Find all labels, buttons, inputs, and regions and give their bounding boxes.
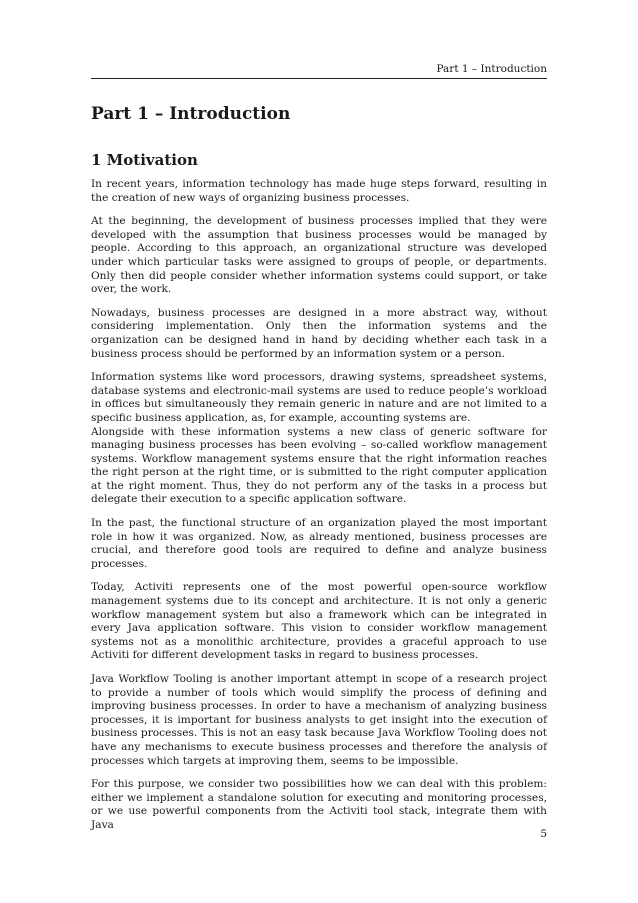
paragraph: For this purpose, we consider two possibilities how we can deal with this problem: either we implement a standalone solution for executing and monitoring processes, or we use powerful components from the Activiti tool stack, integrate them with Java: [91, 778, 547, 831]
paragraph: Java Workflow Tooling is another important attempt in scope of a research project to provide a number of tools which would simplify the process of defining and improving business processes. In order to have a mechanism of analyzing business processes, it is important for business analysts to get insight into the execution of business processes. This is not an easy task because Java Workflow Tooling does not have any mechanisms to execute business processes and therefore the analysis of processes which targets at improving them, seems to be impossible.: [91, 673, 547, 767]
part-title: Part 1 – Introduction: [91, 104, 291, 124]
paragraph: Information systems like word processors, drawing systems, spreadsheet systems, database systems and electronic-mail systems are used to reduce people’s workload in offices but simultaneously they remain generic in nature and are not limited to a specific business application, as, for example, accounting systems are.: [91, 371, 547, 424]
header-rule: [91, 78, 547, 79]
paragraph: Nowadays, business processes are designed in a more abstract way, without considering implementation. Only then the information systems and the organization can be designed hand in hand by deciding whether each task in a business process should be performed by an information system or a person.: [91, 306, 547, 360]
paragraph: Alongside with these information systems a new class of generic software for managing business processes has been evolving – so-called workflow management systems. Workflow management systems ensure that the right information reaches the right person at the right time, or is submitted to the right computer application at the right moment. Thus, they do not perform any of the tasks in a process but delegate their execution to a specific application software.: [91, 425, 547, 506]
body-text: [91, 178, 547, 843]
paragraph: In recent years, information technology has made huge steps forward, resulting in the creation of new ways of organizing business processes.: [91, 178, 547, 204]
paragraph: In the past, the functional structure of an organization played the most important role in how it was organized. Now, as already mentioned, business processes are crucial, and therefore good tools are required to define and analyze business processes.: [91, 517, 547, 570]
section-title: 1 Motivation: [91, 151, 198, 169]
running-header: Part 1 – Introduction: [436, 63, 547, 75]
paragraph: At the beginning, the development of business processes implied that they were developed with the assumption that business processes would be managed by people. According to this approach, an organizational structure was developed under which particular tasks were assigned to groups of people, or departments. Only then did people consider whether information systems could support, or take over, the work.: [91, 215, 547, 296]
paragraph: Today, Activiti represents one of the most powerful open-source workflow management systems due to its concept and architecture. It is not only a generic workflow management system but also a framework which can be integrated in every Java application software. This vision to consider workflow management systems not as a monolithic architecture, provides a graceful approach to use Activiti for different development tasks in regard to business processes.: [91, 581, 547, 662]
page-number: 5: [540, 828, 547, 840]
